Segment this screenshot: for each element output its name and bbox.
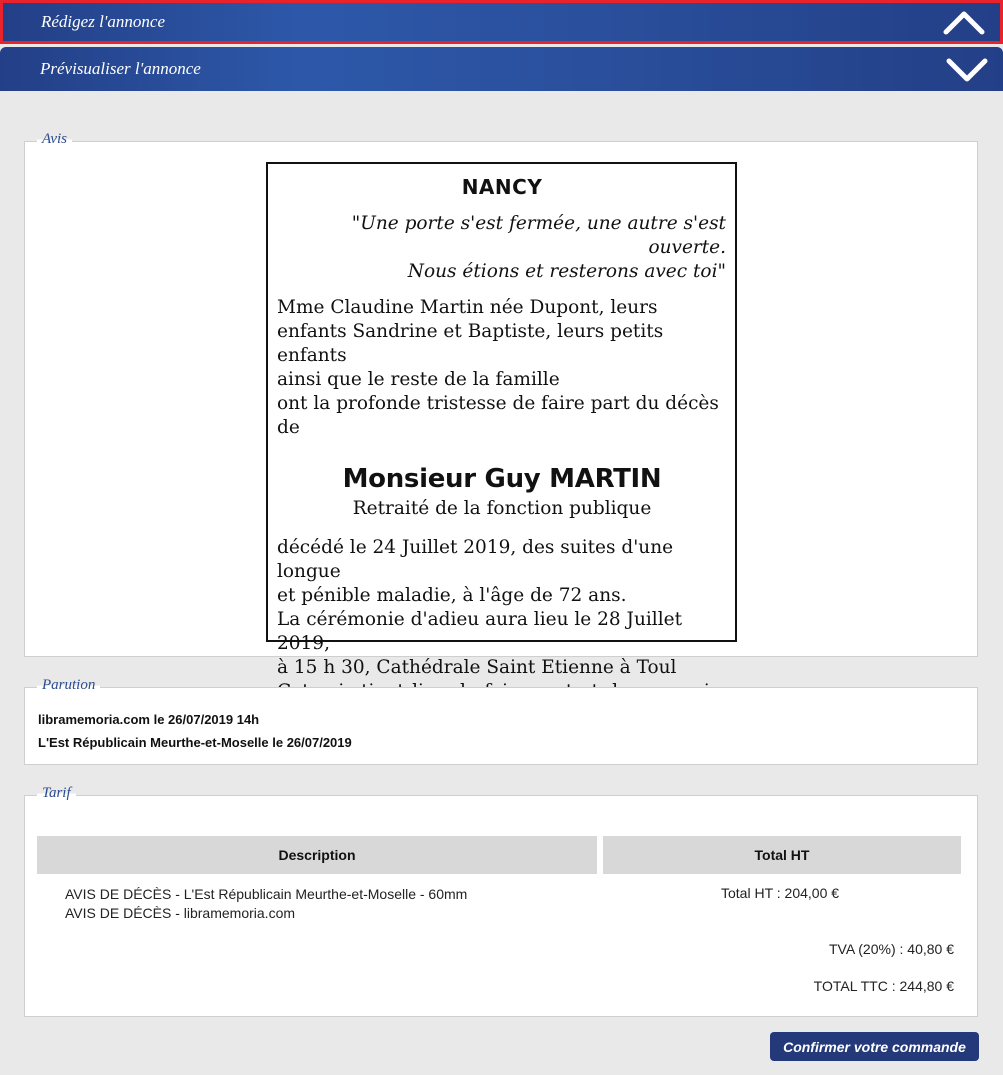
notice-quote — [277, 212, 727, 284]
notice-body — [277, 296, 727, 440]
avis-section — [24, 131, 978, 678]
parution-section — [24, 677, 978, 765]
notice-body-line: ainsi que le reste de la famille — [277, 369, 560, 390]
avis-legend: Avis — [37, 131, 72, 148]
notice-quote-line: "Une porte s'est fermée, une autre s'est ouverte. — [351, 213, 726, 258]
parution-line: libramemoria.com le 26/07/2019 14h — [38, 712, 260, 727]
column-header-description: Description — [37, 836, 597, 874]
tarif-legend: Tarif — [37, 785, 76, 802]
deceased-name: Monsieur Guy MARTIN — [342, 464, 662, 494]
column-header-total: Total HT — [603, 836, 961, 874]
notice-detail-line: La cérémonie d'adieu aura lieu le 28 Juillet 2019, — [277, 609, 683, 654]
tarif-items — [65, 885, 467, 923]
tarif-item: AVIS DE DÉCÈS - libramemoria.com — [65, 905, 296, 921]
notice-detail-line: décédé le 24 Juillet 2019, des suites d'une longue — [277, 537, 674, 582]
tva-value: TVA (20%) : 40,80 € — [828, 941, 954, 957]
tarif-item: AVIS DE DÉCÈS - L'Est Républicain Meurthe-et-Moselle - 60mm — [65, 886, 468, 902]
notice-body-line: de — [277, 417, 300, 438]
write-ad-label: Rédigez l'annonce — [41, 12, 166, 31]
notice-detail-line: à 15 h 30, Cathédrale Saint Etienne à Toul — [277, 657, 677, 678]
preview-ad-label: Prévisualiser l'annonce — [40, 59, 201, 78]
notice-detail-line: et pénible maladie, à l'âge de 72 ans. — [277, 585, 627, 606]
notice-body-line: Mme Claudine Martin née Dupont, leurs — [277, 297, 658, 318]
notice-quote-line: Nous étions et resterons avec toi" — [407, 261, 726, 282]
parution-line: L'Est Républicain Meurthe-et-Moselle le 26/07/2019 — [38, 735, 352, 750]
parution-legend: Parution — [37, 677, 100, 694]
obituary-notice — [266, 162, 737, 678]
deceased-title: Retraité de la fonction publique — [352, 498, 652, 519]
chevron-up-icon[interactable] — [942, 8, 986, 36]
notice-body-line: ont la profonde tristesse de faire part du décès — [277, 393, 719, 414]
notice-body-line: enfants Sandrine et Baptiste, leurs petits enfants — [277, 321, 664, 366]
notice-city: NANCY — [461, 175, 543, 199]
total-ttc-value: TOTAL TTC : 244,80 € — [813, 978, 954, 994]
tarif-section — [24, 785, 978, 1017]
total-ht-value: Total HT : 204,00 € — [721, 885, 840, 901]
chevron-down-icon[interactable] — [945, 55, 989, 83]
confirm-order-button[interactable]: Confirmer votre commande — [770, 1032, 979, 1061]
write-ad-header[interactable] — [0, 0, 1003, 44]
preview-ad-header[interactable] — [0, 47, 1003, 91]
